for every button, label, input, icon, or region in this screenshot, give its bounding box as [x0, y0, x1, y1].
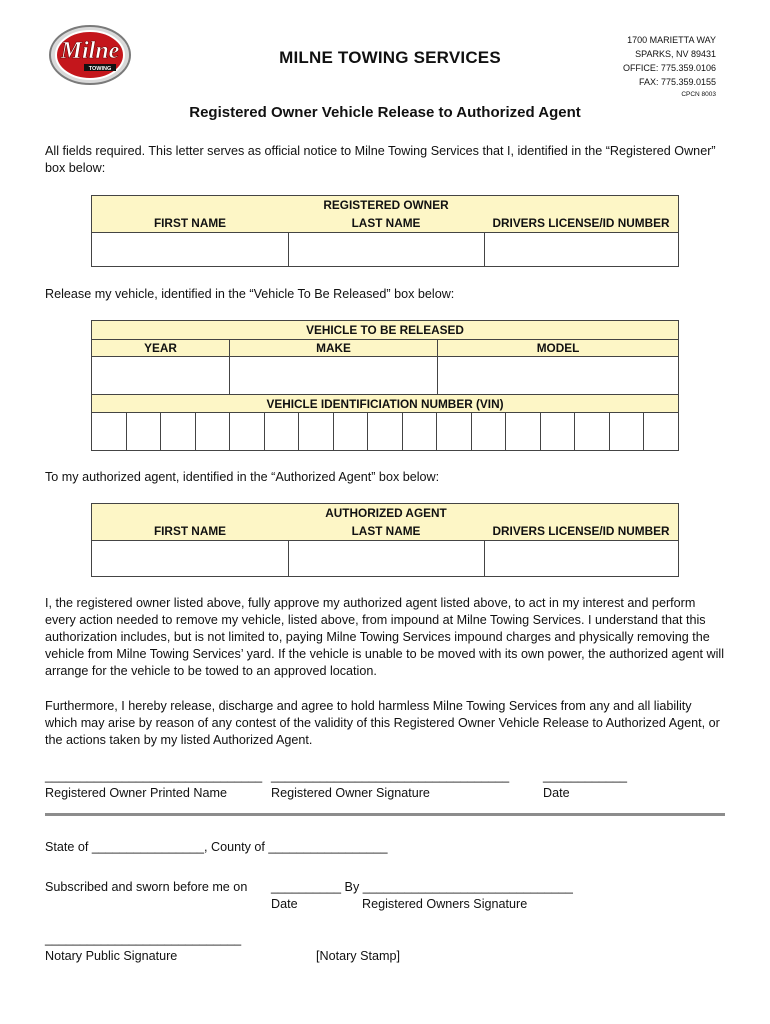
- owner-col-first: FIRST NAME: [92, 196, 289, 233]
- owner-table-heading: REGISTERED OWNER: [323, 198, 449, 212]
- vin-box[interactable]: [506, 413, 541, 451]
- subscribed-text: Subscribed and sworn before me on: [45, 880, 248, 894]
- vin-box[interactable]: [92, 413, 127, 451]
- owner-col-license: DRIVERS LICENSE/ID NUMBER: [484, 196, 679, 233]
- vin-box[interactable]: [609, 413, 644, 451]
- company-logo: [48, 24, 132, 86]
- authorized-agent-table: [91, 503, 679, 577]
- logo-subtext: TOWING: [88, 66, 112, 72]
- agent-col-first: FIRST NAME: [92, 504, 289, 541]
- vin-box[interactable]: [299, 413, 334, 451]
- vin-box[interactable]: [161, 413, 196, 451]
- vin-box[interactable]: [126, 413, 161, 451]
- intro-text: All fields required. This letter serves as official notice to Milne Towing Services that I, identified in the “Registered Owner” box below:: [45, 144, 716, 175]
- vin-box[interactable]: [368, 413, 403, 451]
- notary-signature-line[interactable]: ____________________________: [45, 932, 242, 946]
- vin-box[interactable]: [644, 413, 679, 451]
- vin-box[interactable]: [195, 413, 230, 451]
- company-name: MILNE TOWING SERVICES: [279, 48, 501, 67]
- agent-table-heading: AUTHORIZED AGENT: [325, 506, 447, 520]
- release-intro-text: Release my vehicle, identified in the “Vehicle To Be Released” box below:: [45, 287, 455, 301]
- notary-stamp-label: [Notary Stamp]: [316, 949, 400, 963]
- vin-box[interactable]: [333, 413, 368, 451]
- registered-owner-table: [91, 195, 679, 267]
- vehicle-col-year: YEAR: [92, 340, 230, 357]
- logo-text: Milne: [60, 38, 120, 64]
- vehicle-details-table: [91, 339, 679, 413]
- vehicle-col-make: MAKE: [230, 340, 438, 357]
- date-label: Date: [543, 786, 570, 800]
- owner-signature-label: Registered Owner Signature: [271, 786, 430, 800]
- vehicle-table-heading: VEHICLE TO BE RELEASED: [306, 323, 464, 337]
- document-title: Registered Owner Vehicle Release to Authorized Agent: [189, 104, 581, 121]
- address-line1: 1700 MARIETTA WAY: [627, 35, 716, 45]
- vehicle-model-field[interactable]: [438, 357, 679, 395]
- company-address: [536, 33, 716, 101]
- release-paragraph: Furthermore, I hereby release, discharge and agree to hold harmless Milne Towing Services from any and all liability which may arise by reason of any contest of the validity of this Registered Owner Vehicle Release to Authorized Agent, or the actions taken by my listed Authorized Agent.: [45, 699, 720, 747]
- agent-col-last: LAST NAME: [351, 524, 421, 538]
- printed-name-line[interactable]: _______________________________: [45, 769, 263, 783]
- approval-paragraph: I, the registered owner listed above, fully approve my authorized agent listed above, to act in my interest and perform every action needed to remove my vehicle, listed above, from impound at Milne Towing Services. I understand that this authorization includes, but is not limited to, paying Milne Towing Services impound charges and physically removing the vehicle from Milne Towing Services’ yard. If the vehicle is unable to be moved with its own power, the authorized agent will arrange for the vehicle to be towed to an approved location.: [45, 596, 725, 678]
- owner-signature-line[interactable]: __________________________________: [271, 769, 510, 783]
- owner-first-name-field[interactable]: [92, 233, 289, 267]
- notary-date-label: Date: [271, 897, 298, 911]
- vin-box[interactable]: [264, 413, 299, 451]
- owner-last-name-field[interactable]: [288, 233, 484, 267]
- owners-signature-label: Registered Owners Signature: [362, 897, 528, 911]
- printed-name-label: Registered Owner Printed Name: [45, 786, 227, 800]
- vin-box[interactable]: [575, 413, 610, 451]
- vin-box[interactable]: [437, 413, 472, 451]
- agent-intro-text: To my authorized agent, identified in the “Authorized Agent” box below:: [45, 470, 440, 484]
- date-line[interactable]: ____________: [543, 769, 628, 783]
- address-line2: SPARKS, NV 89431: [635, 49, 716, 59]
- vin-boxes: [91, 412, 679, 451]
- state-county-line[interactable]: State of ________________, County of _________________: [45, 840, 388, 854]
- notary-signature-label: Notary Public Signature: [45, 949, 178, 963]
- vin-box[interactable]: [540, 413, 575, 451]
- cpcn-number: CPCN 8003: [681, 91, 716, 98]
- fax-number: FAX: 775.359.0155: [638, 77, 716, 87]
- vehicle-table: [91, 320, 679, 340]
- vin-box[interactable]: [230, 413, 265, 451]
- section-divider: [45, 813, 725, 816]
- vehicle-make-field[interactable]: [230, 357, 438, 395]
- agent-col-license: DRIVERS LICENSE/ID NUMBER: [484, 504, 679, 541]
- vehicle-col-model: MODEL: [438, 340, 679, 357]
- agent-last-name-field[interactable]: [288, 541, 484, 577]
- vin-box[interactable]: [402, 413, 437, 451]
- owner-col-last: LAST NAME: [351, 216, 421, 230]
- owner-license-field[interactable]: [484, 233, 679, 267]
- vin-box[interactable]: [471, 413, 506, 451]
- agent-first-name-field[interactable]: [92, 541, 289, 577]
- agent-license-field[interactable]: [484, 541, 679, 577]
- date-by-line[interactable]: __________ By ______________________________: [271, 880, 573, 894]
- vin-heading: VEHICLE IDENTIFICIATION NUMBER (VIN): [92, 395, 679, 413]
- office-phone: OFFICE: 775.359.0106: [622, 63, 716, 73]
- vehicle-year-field[interactable]: [92, 357, 230, 395]
